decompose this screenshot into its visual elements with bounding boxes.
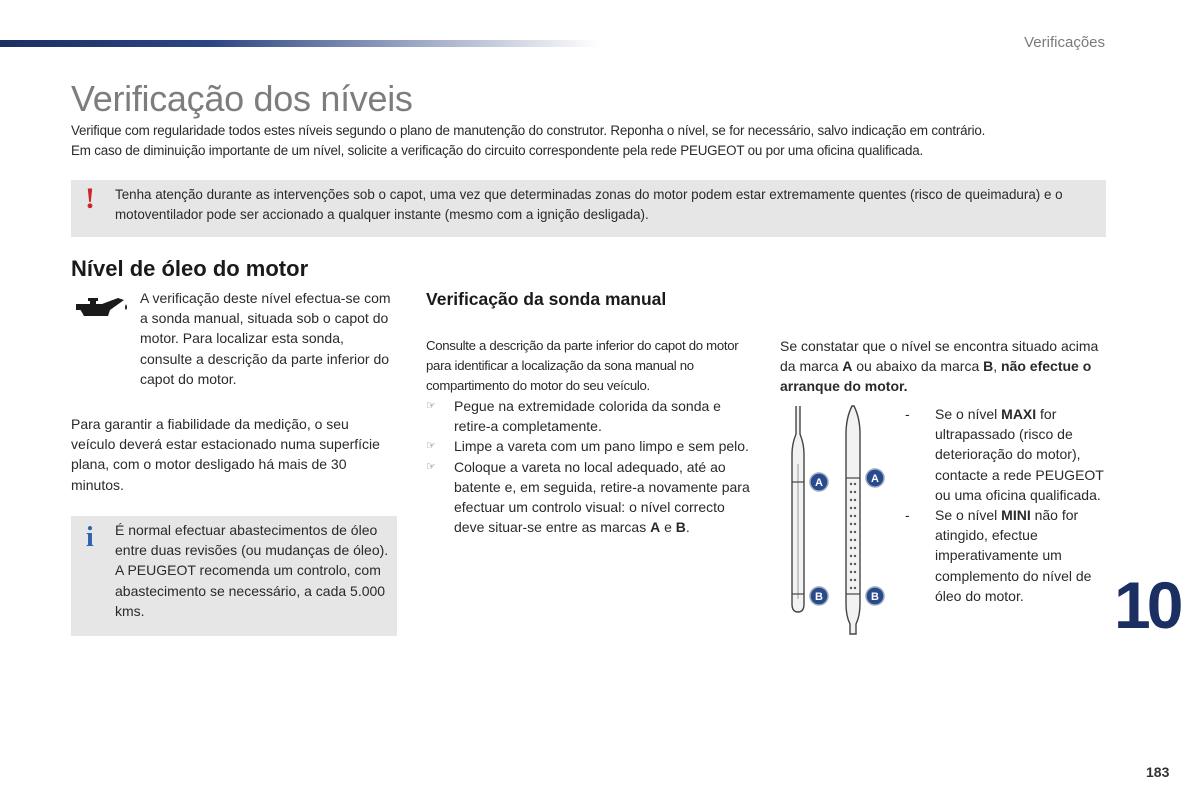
dash-bullet: -: [905, 406, 910, 422]
chapter-number: 10: [1114, 568, 1180, 642]
mark-b-badge-right: [866, 587, 884, 605]
mark-a-label: A: [815, 477, 823, 489]
maxi-label: MAXI: [1001, 406, 1037, 422]
dipstick-front-view: [846, 406, 860, 634]
level-intro-part2: ou abaixo da marca: [852, 358, 984, 375]
list-item: [426, 396, 756, 436]
pointing-hand-icon: ☞: [426, 460, 436, 473]
intro-text: [71, 121, 1131, 161]
step-text: Coloque a vareta no local adequado, até ao batente e, em seguida, retire-a novamente para efectuar um controlo visual: o nível correcto deve situar-se entre as marcas: [454, 458, 750, 536]
oil-can-icon: [74, 294, 130, 322]
mark-b-label: B: [815, 591, 823, 603]
list-item: [905, 404, 1105, 505]
mark-a-badge-left: [810, 473, 828, 491]
mark-a-badge-right: [866, 469, 884, 487]
dipstick-side-view: [792, 406, 804, 612]
step-conjunction: e: [660, 519, 676, 536]
step-end: .: [685, 519, 690, 536]
list-item: [426, 457, 756, 538]
oil-icon-description: A verificação deste nível efectua-se com a sonda manual, situada sob o capot do motor. Para localizar esta sonda, consulte a descrição da parte inferior do capot do motor.: [140, 290, 391, 387]
note-before: Se o nível: [935, 406, 1002, 422]
step-text: Pegue na extremidade colorida da sonda e retire-a completamente.: [454, 398, 721, 435]
oil-section-title: Nível de óleo do motor: [71, 256, 309, 281]
dipstick-steps-list: [426, 396, 756, 537]
note-after: não for atingido, efectue imperativamente um complemento do nível de óleo do motor.: [935, 507, 1092, 604]
level-intro-part1: Se constatar que o nível se encontra situado acima da marca: [780, 338, 1099, 375]
mark-b-label: B: [871, 591, 879, 603]
level-notes-list: [905, 404, 1105, 606]
step-text: Limpe a vareta com um pano limpo e sem pelo.: [454, 438, 749, 455]
mark-a-label: A: [842, 358, 853, 375]
mini-label: MINI: [1001, 507, 1031, 524]
page-title: Verificação dos níveis: [71, 78, 413, 119]
dash-bullet: -: [905, 507, 910, 524]
intro-line-1: Verifique com regularidade todos estes níveis segundo o plano de manutenção do construtor. Reponha o nível, se for necessário, salvo indicação em contrário.: [71, 123, 986, 138]
info-text: É normal efectuar abastecimentos de óleo entre duas revisões (ou mudanças de óleo). A PEUGEOT recomenda um controlo, com abastecimento se necessário, a cada 5.000 kms.: [115, 522, 389, 619]
warning-text: Tenha atenção durante as intervenções sob o capot, uma vez que determinadas zonas do motor podem estar extremamente quentes (risco de queimadura) e o motoventilador pode ser accionado a qualquer instante (mesmo com a ignição desligada).: [115, 187, 1063, 222]
note-before: Se o nível: [935, 507, 1002, 524]
dipstick-check-title: Verificação da sonda manual: [426, 289, 667, 309]
warning-icon: !: [85, 182, 95, 215]
list-item: [905, 505, 1105, 606]
mark-b-label: B: [983, 358, 994, 375]
pointing-hand-icon: ☞: [426, 440, 436, 453]
dipstick-illustration: [784, 404, 896, 638]
measurement-conditions-text: Para garantir a fiabilidade da medição, o seu veículo deverá estar estacionado numa superfície plana, com o motor desligado há mais de 30 minutos.: [71, 416, 380, 493]
do-not-start-warning: não efectue o arranque do motor.: [780, 358, 1092, 395]
mark-a-label: A: [871, 473, 879, 485]
page-number: 183: [1146, 764, 1170, 780]
mark-b-badge-left: [810, 587, 828, 605]
pointing-hand-icon: ☞: [426, 400, 436, 412]
mark-a-label: A: [650, 519, 661, 536]
header-gradient-bar: [0, 40, 600, 47]
info-box: [71, 516, 397, 636]
section-label: Verificações: [1024, 34, 1105, 51]
list-item: [426, 436, 756, 456]
warning-box: [71, 180, 1106, 237]
level-intro-part3: ,: [993, 358, 1002, 375]
dipstick-check-intro: Consulte a descrição da parte inferior do capot do motor para identificar a localização da sona manual no compartimento do motor do seu veículo.: [426, 338, 739, 394]
info-icon: i: [86, 522, 94, 553]
mark-b-label: B: [675, 519, 686, 536]
level-warning-text: [780, 336, 1110, 397]
note-after: for ultrapassado (risco de deterioração do motor), contacte a rede PEUGEOT ou uma oficina qualificada.: [935, 406, 1104, 503]
intro-line-2: Em caso de diminuição importante de um nível, solicite a verificação do circuito correspondente pela rede PEUGEOT ou por uma oficina qualificada.: [71, 143, 924, 158]
